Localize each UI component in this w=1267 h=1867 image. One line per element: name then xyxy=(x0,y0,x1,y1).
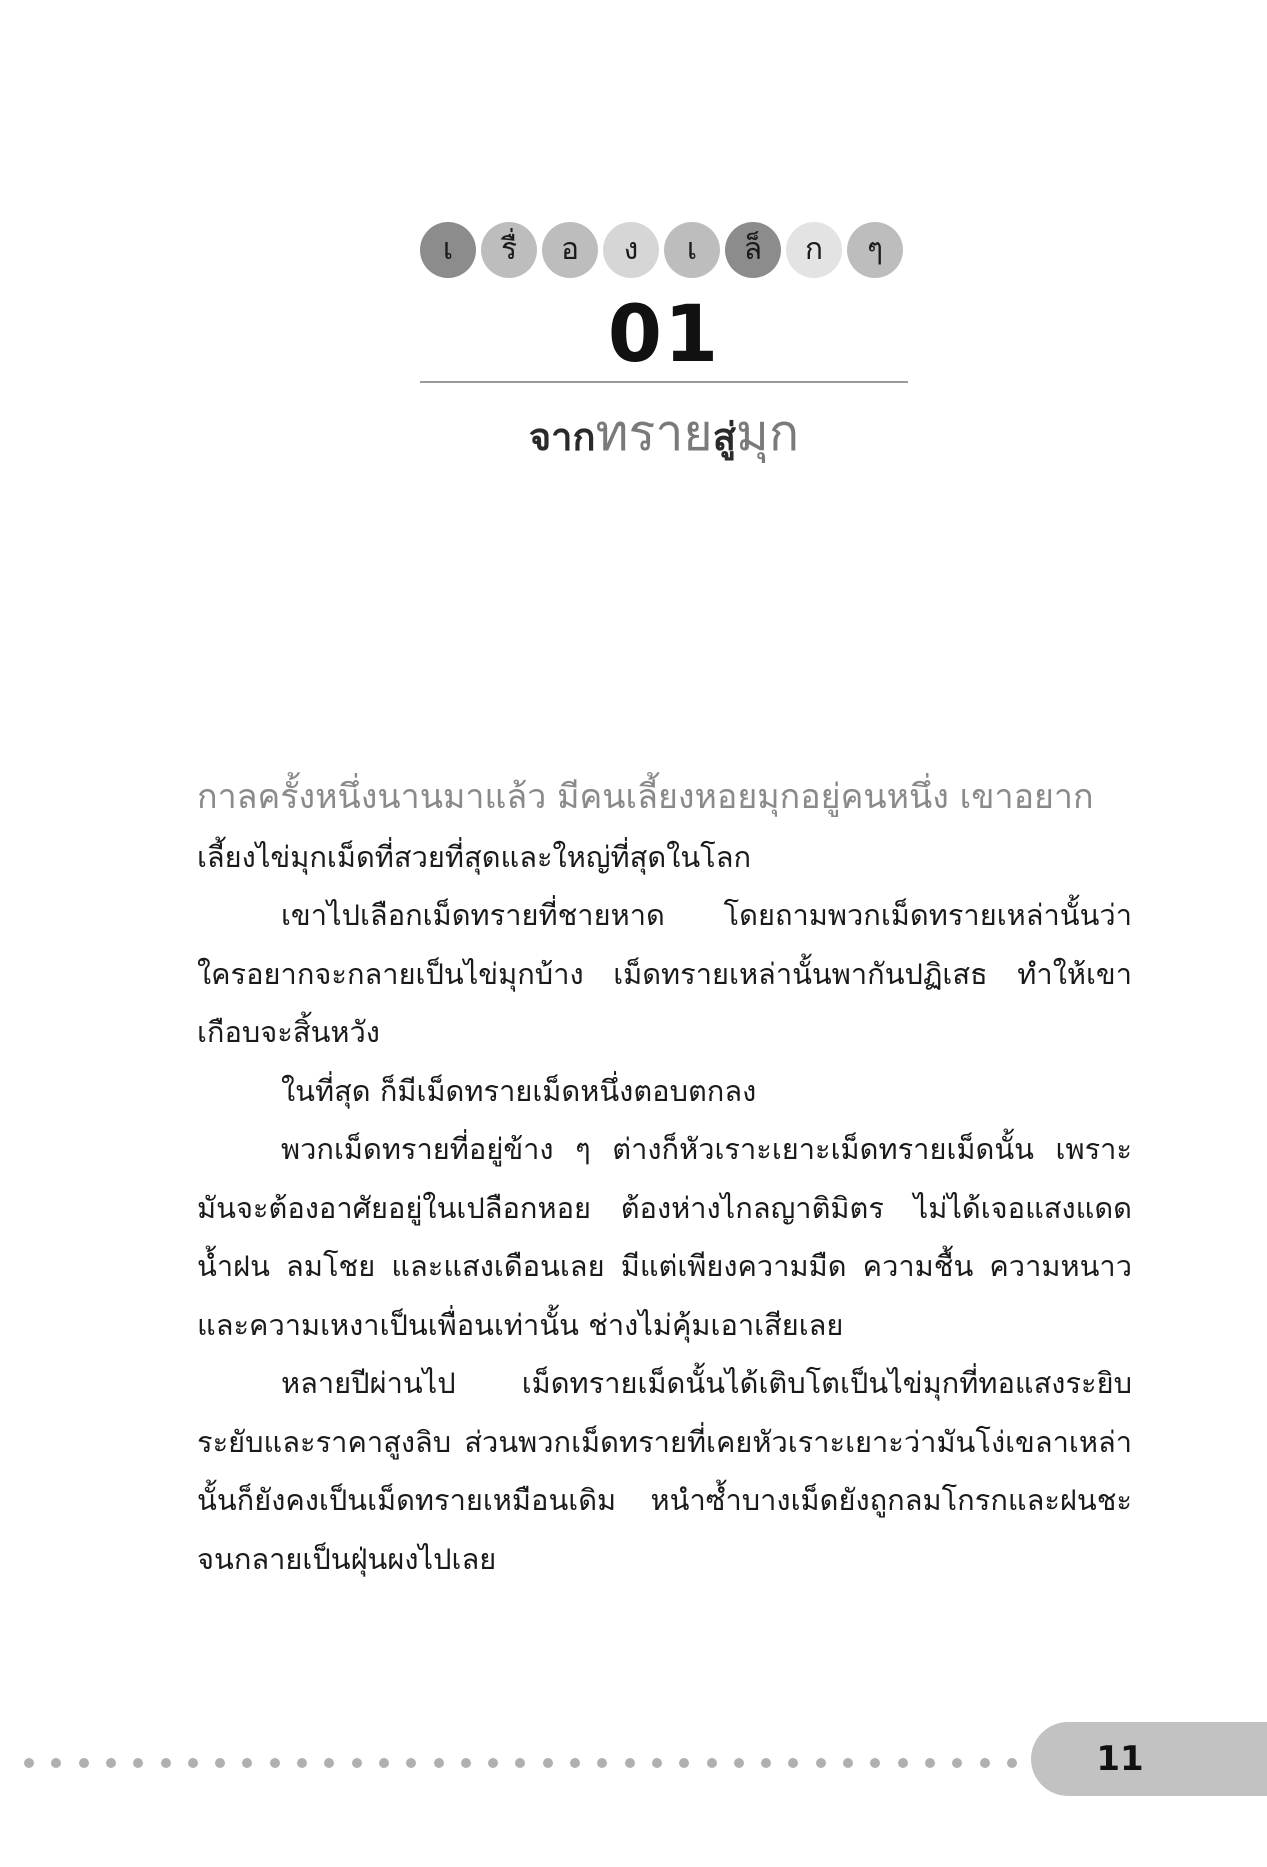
leader-dot xyxy=(379,1758,389,1768)
paragraph-text: เลี้ยงไข่มุกเม็ดที่สวยที่สุดและใหญ่ที่สุดในโลก xyxy=(197,839,752,874)
leader-dot xyxy=(952,1758,962,1768)
leader-dot xyxy=(297,1758,307,1768)
leader-dot xyxy=(51,1758,61,1768)
leader-dot xyxy=(761,1758,771,1768)
leader-dot xyxy=(1007,1758,1017,1768)
leader-dot xyxy=(625,1758,635,1768)
paragraph: เขาไปเลือกเม็ดทรายที่ชายหาด โดยถามพวกเม็ดทรายเหล่านั้นว่า ใครอยากจะกลายเป็นไข่มุกบ้าง เม็ดทรายเหล่านั้นพากันปฏิเสธ ทำให้เขาเกือบจะสิ้นหวัง xyxy=(197,898,1132,1049)
story-body xyxy=(197,768,1132,1588)
chapter-title-part: มุก xyxy=(735,404,800,462)
series-letter-circle: เ xyxy=(664,222,720,278)
leader-dot xyxy=(734,1758,744,1768)
leader-dot xyxy=(242,1758,252,1768)
leader-dot xyxy=(24,1758,34,1768)
leader-dot xyxy=(461,1758,471,1768)
leader-dot xyxy=(843,1758,853,1768)
leader-dot xyxy=(679,1758,689,1768)
leader-dot xyxy=(133,1758,143,1768)
leader-dot xyxy=(352,1758,362,1768)
leader-dot xyxy=(215,1758,225,1768)
leader-dot xyxy=(434,1758,444,1768)
series-letter-circle: ๆ xyxy=(847,222,903,278)
title-divider xyxy=(420,381,908,383)
series-letter-circle: อ xyxy=(542,222,598,278)
leader-dot xyxy=(406,1758,416,1768)
page-footer xyxy=(0,1722,1267,1798)
leader-dot xyxy=(788,1758,798,1768)
paragraph: หลายปีผ่านไป เม็ดทรายเม็ดนั้นได้เติบโตเป็นไข่มุกที่ทอแสงระยิบระยับและราคาสูงลิบ ส่วนพวกเม็ดทรายที่เคยหัวเราะเยาะว่ามันโง่เขลาเหล่านั้นก็ยังคงเป็นเม็ดทรายเหมือนเดิม หนำซ้ำบางเม็ดยังถูกลมโกรกและฝนชะจนกลายเป็นฝุ่นผงไปเลย xyxy=(197,1366,1132,1576)
leader-dot xyxy=(816,1758,826,1768)
paragraph xyxy=(197,768,1132,886)
paragraph: พวกเม็ดทรายที่อยู่ข้าง ๆ ต่างก็หัวเราะเยาะเม็ดทรายเม็ดนั้น เพราะมันจะต้องอาศัยอยู่ในเปลือกหอย ต้องห่างไกลญาติมิตร ไม่ได้เจอแสงแดด น้ำฝน ลมโชย และแสงเดือนเลย มีแต่เพียงความมืด ความชื้น ความหนาว และความเหงาเป็นเพื่อนเท่านั้น ช่างไม่คุ้มเอาเสียเลย xyxy=(197,1132,1132,1342)
leader-dot xyxy=(324,1758,334,1768)
leader-dot xyxy=(707,1758,717,1768)
series-letter-circle: เ xyxy=(420,222,476,278)
lead-text: กาลครั้งหนึ่งนานมาแล้ว มีคนเลี้ยงหอยมุกอยู่คนหนึ่ง เขาอยาก xyxy=(197,777,1094,817)
leader-dot xyxy=(570,1758,580,1768)
chapter-title-part: จาก xyxy=(528,415,596,459)
paragraph: ในที่สุด ก็มีเม็ดทรายเม็ดหนึ่งตอบตกลง xyxy=(281,1073,757,1108)
leader-dot xyxy=(79,1758,89,1768)
leader-dot xyxy=(488,1758,498,1768)
leader-dot xyxy=(161,1758,171,1768)
leader-dot xyxy=(106,1758,116,1768)
leader-dot xyxy=(980,1758,990,1768)
page-number: 11 xyxy=(1096,1739,1144,1779)
chapter-number: 01 xyxy=(607,290,721,380)
leader-dot xyxy=(652,1758,662,1768)
leader-dot xyxy=(543,1758,553,1768)
chapter-title-part: ทราย xyxy=(595,404,713,462)
chapter-title-part: สู่ xyxy=(712,415,736,459)
leader-dot xyxy=(188,1758,198,1768)
chapter-header xyxy=(0,0,1267,520)
leader-dot xyxy=(898,1758,908,1768)
leader-dot xyxy=(925,1758,935,1768)
series-letter-circle: รื่ xyxy=(481,222,537,278)
series-letter-circle: ง xyxy=(603,222,659,278)
leader-dot xyxy=(870,1758,880,1768)
series-letter-circle: ก xyxy=(786,222,842,278)
leader-dot xyxy=(270,1758,280,1768)
dotted-leader xyxy=(24,1758,1032,1770)
chapter-title xyxy=(420,398,908,480)
series-title xyxy=(420,222,908,278)
leader-dot xyxy=(597,1758,607,1768)
leader-dot xyxy=(515,1758,525,1768)
series-letter-circle: ล็ xyxy=(725,222,781,278)
